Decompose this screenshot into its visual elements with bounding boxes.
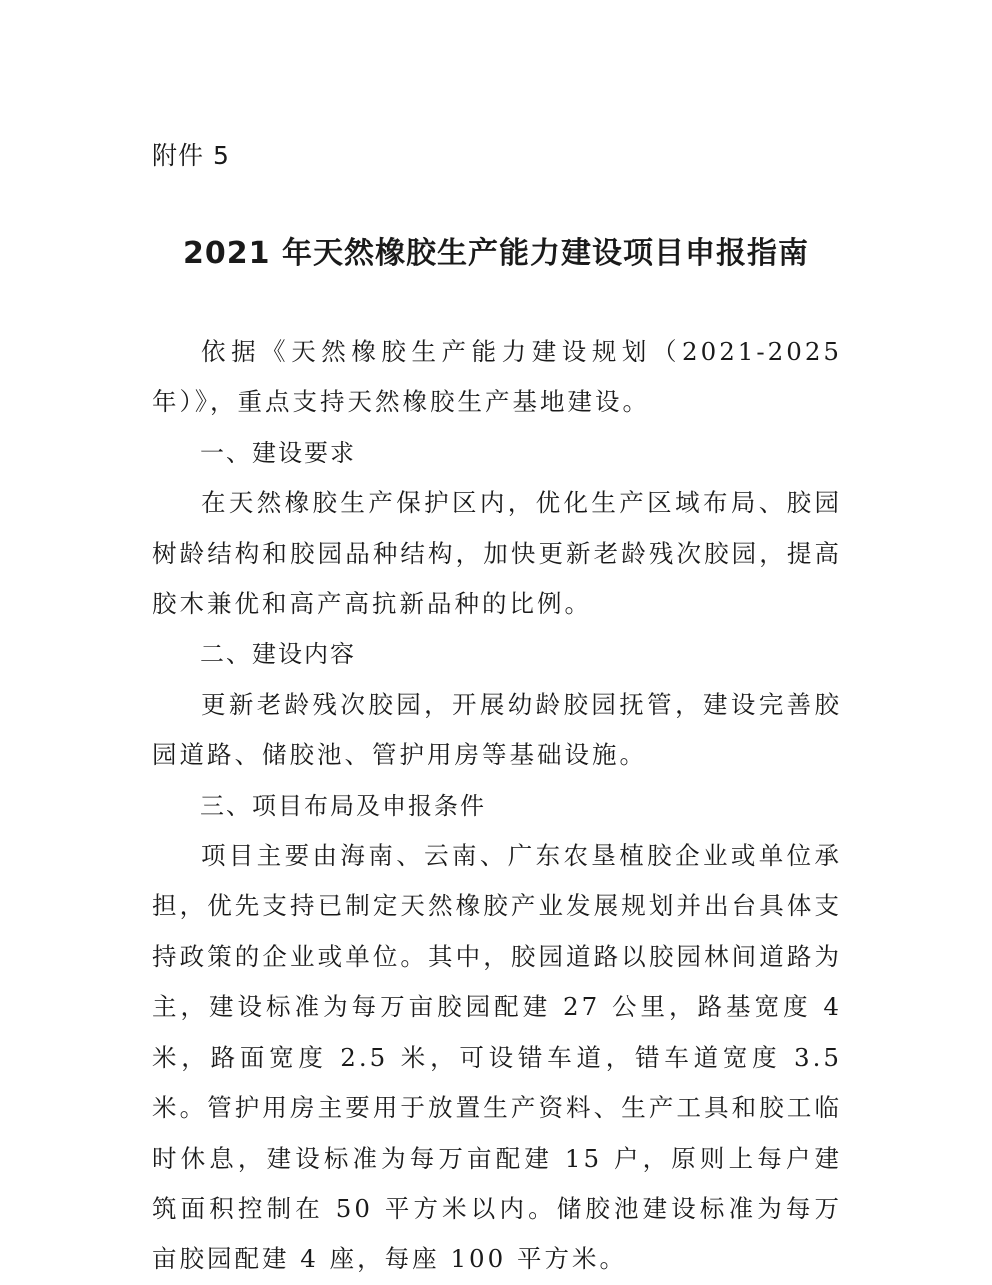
- attachment-label: 附件 5: [152, 141, 230, 170]
- intro-paragraph: 依据《天然橡胶生产能力建设规划（2021-2025 年）》，重点支持天然橡胶生产基地建设。: [152, 337, 842, 417]
- document-title: 2021 年天然橡胶生产能力建设项目申报指南: [183, 236, 809, 271]
- section-heading-content: 二、建设内容: [200, 640, 356, 669]
- section-body-requirements: 在天然橡胶生产保护区内，优化生产区域布局、胶园树龄结构和胶园品种结构，加快更新老龄残次胶园，提高胶木兼优和高产高抗新品种的比例。: [152, 488, 842, 619]
- section-heading-requirements: 一、建设要求: [200, 438, 356, 467]
- section-heading-layout-conditions: 三、项目布局及申报条件: [200, 791, 486, 820]
- document-body: [152, 327, 842, 1285]
- section-body-content: 更新老龄残次胶园，开展幼龄胶园抚管，建设完善胶园道路、储胶池、管护用房等基础设施。: [152, 689, 842, 770]
- section-body-layout-conditions: 项目主要由海南、云南、广东农垦植胶企业或单位承担，优先支持已制定天然橡胶产业发展规划并出台具体支持政策的企业或单位。其中，胶园道路以胶园林间道路为主，建设标准为每万亩胶园配建 27 公里，路基宽度 4 米，路面宽度 2.5 米，可设错车道，错车道宽度 3.5 米。管护用房主要用于放置生产资料、生产工具和胶工临时休息，建设标准为每万亩配建 15 户，原则上每户建筑面积控制在 50 平方米以内。储胶池建设标准为每万亩胶园配建 4 座，每座 100 平方米。: [152, 841, 842, 1274]
